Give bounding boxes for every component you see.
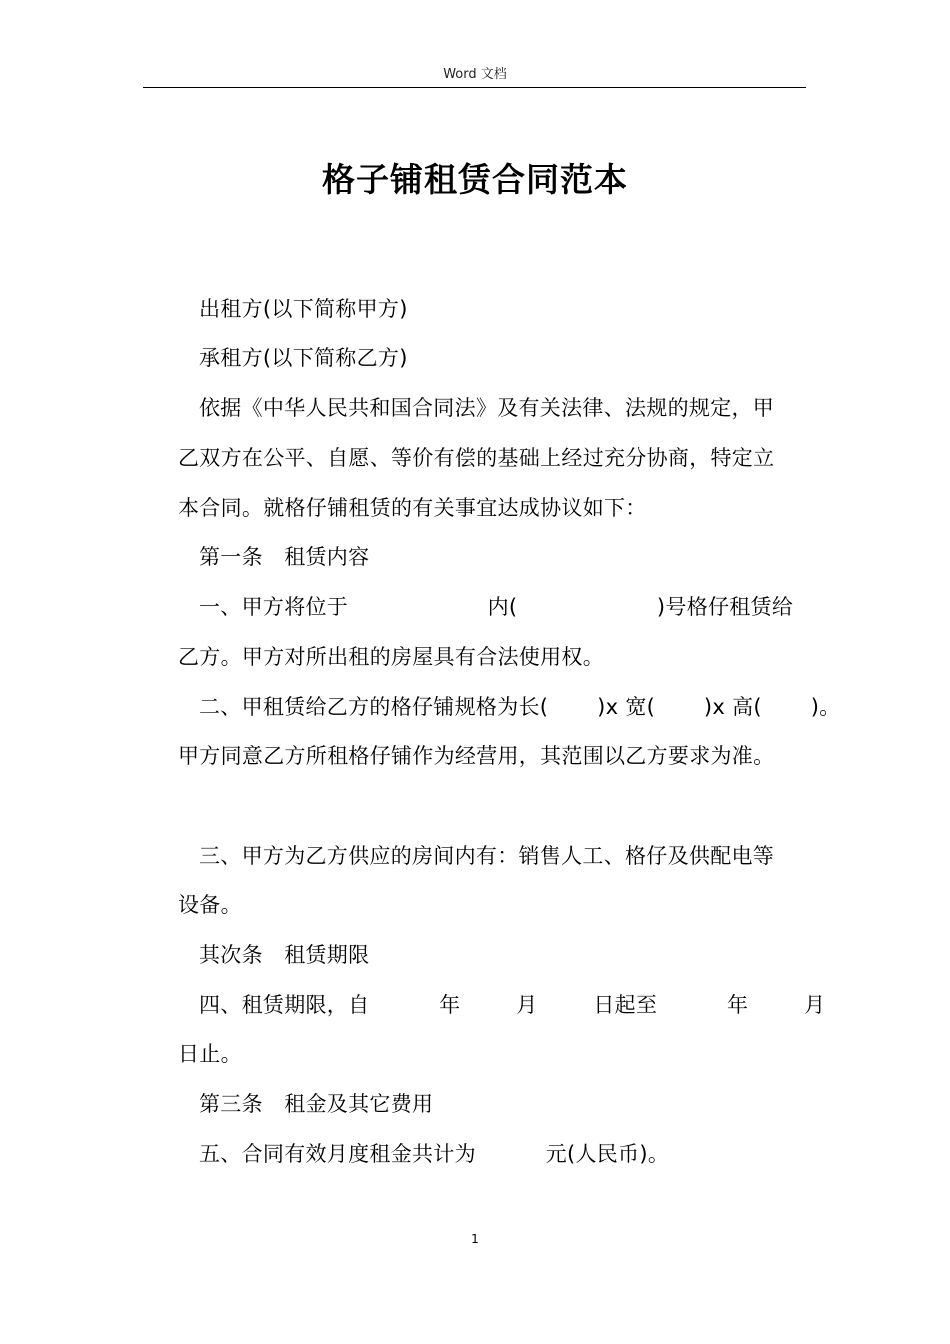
document-title: 格子铺租赁合同范本 [322, 160, 628, 199]
paragraph-line: 本合同。就格仔铺租赁的有关事宜达成协议如下： [178, 496, 647, 520]
paragraph-line: 一、甲方将位于 内( )号格仔租赁给 [199, 595, 794, 619]
paragraph-line: 设备。 [178, 893, 242, 917]
section-heading: 第一条 租赁内容 [199, 545, 370, 569]
paragraph-line: 乙双方在公平、自愿、等价有偿的基础上经过充分协商，特定立 [178, 446, 775, 470]
paragraph-line: 甲方同意乙方所租格仔铺作为经营用，其范围以乙方要求为准。 [178, 744, 775, 768]
paragraph-line: 出租方(以下简称甲方) [199, 297, 408, 321]
section-heading: 其次条 租赁期限 [199, 943, 370, 967]
page-number: 1 [471, 1232, 479, 1246]
paragraph-line: 三、甲方为乙方供应的房间内有：销售人工、格仔及供配电等 [199, 844, 775, 868]
header-divider [143, 87, 806, 88]
header-label: Word 文档 [443, 67, 507, 82]
paragraph-line: 乙方。甲方对所出租的房屋具有合法使用权。 [178, 645, 604, 669]
paragraph-line: 四、租赁期限，自 年 月 日起至 年 月 [199, 993, 826, 1017]
section-heading: 第三条 租金及其它费用 [199, 1092, 434, 1116]
paragraph-line: 五、合同有效月度租金共计为 元(人民币)。 [199, 1142, 670, 1166]
paragraph-line: 依据《中华人民共和国合同法》及有关法律、法规的规定，甲 [199, 396, 775, 420]
paragraph-line: 日止。 [178, 1042, 242, 1066]
paragraph-line: 二、甲租赁给乙方的格仔铺规格为长( )x 宽( )x 高( )。 [199, 695, 841, 719]
paragraph-line: 承租方(以下简称乙方) [199, 346, 408, 370]
